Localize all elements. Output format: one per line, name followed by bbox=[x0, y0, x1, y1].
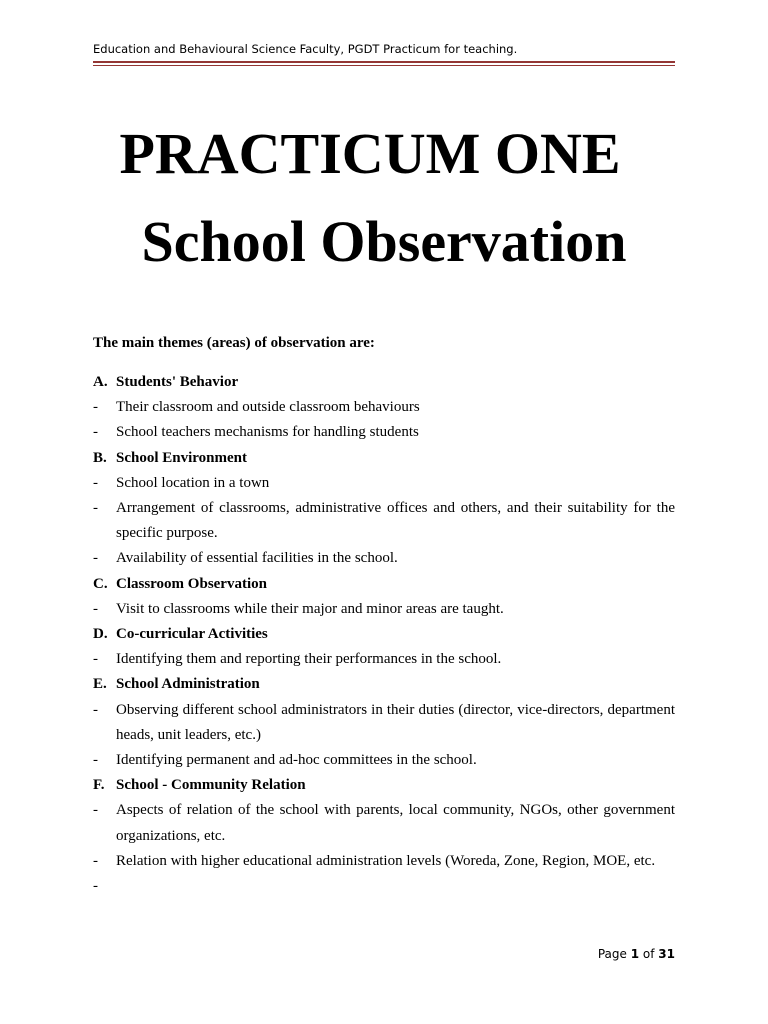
theme-list bbox=[93, 370, 675, 899]
section-letter: C. bbox=[93, 575, 108, 592]
bullet-item bbox=[93, 420, 675, 445]
bullet-text: Observing different school administrators in their duties (director, vice-directors, department heads, unit leaders, etc.) bbox=[116, 701, 675, 743]
bullet-text: Aspects of relation of the school with parents, local community, NGOs, other government organizations, etc. bbox=[116, 802, 675, 844]
bullet-dash: - bbox=[93, 701, 98, 718]
bullet-item bbox=[93, 546, 675, 571]
section-heading bbox=[93, 773, 675, 798]
page-footer bbox=[598, 947, 675, 961]
section-heading bbox=[93, 446, 675, 471]
section-title: Co-curricular Activities bbox=[116, 626, 268, 643]
bullet-text: School location in a town bbox=[116, 474, 270, 491]
section-heading bbox=[93, 672, 675, 697]
section-title: School Administration bbox=[116, 676, 260, 693]
section-letter: E. bbox=[93, 676, 107, 693]
section-title: School Environment bbox=[116, 449, 247, 466]
of-word: of bbox=[642, 947, 655, 961]
observation-themes bbox=[93, 333, 675, 899]
bullet-item bbox=[93, 748, 675, 773]
page-total: 31 bbox=[658, 947, 675, 961]
bullet-dash: - bbox=[93, 752, 98, 769]
section-letter: D. bbox=[93, 626, 108, 643]
bullet-dash: - bbox=[93, 399, 98, 416]
page-number: 1 bbox=[630, 947, 640, 961]
bullet-item bbox=[93, 471, 675, 496]
bullet-item bbox=[93, 597, 675, 622]
bullet-dash: - bbox=[93, 550, 98, 567]
title-line-1: PRACTICUM ONE bbox=[119, 121, 621, 186]
title-line-2: School Observation bbox=[141, 209, 627, 274]
bullet-text bbox=[116, 874, 675, 899]
section-title: School - Community Relation bbox=[116, 777, 306, 794]
intro-heading: The main themes (areas) of observation are: bbox=[93, 335, 375, 351]
bullet-text: Availability of essential facilities in the school. bbox=[116, 550, 398, 567]
bullet-item bbox=[93, 647, 675, 672]
section-letter: A. bbox=[93, 374, 108, 390]
bullet-item bbox=[93, 395, 675, 420]
bullet-dash: - bbox=[93, 878, 98, 895]
bullet-text: Their classroom and outside classroom behaviours bbox=[116, 399, 420, 416]
section-letter: F. bbox=[93, 777, 105, 794]
bullet-dash: - bbox=[93, 474, 98, 491]
bullet-text: Identifying permanent and ad-hoc committees in the school. bbox=[116, 752, 477, 769]
section-heading bbox=[93, 370, 675, 395]
bullet-item bbox=[93, 849, 675, 874]
section-title: Classroom Observation bbox=[116, 575, 267, 592]
page-word: Page bbox=[597, 947, 627, 961]
bullet-item bbox=[93, 798, 675, 848]
bullet-dash: - bbox=[93, 600, 98, 617]
page-header: Education and Behavioural Science Faculty, PGDT Practicum for teaching. bbox=[93, 42, 518, 56]
header-rule-thick bbox=[93, 61, 675, 63]
section-title: Students' Behavior bbox=[116, 374, 239, 390]
bullet-dash: - bbox=[93, 651, 98, 668]
bullet-text: Visit to classrooms while their major and minor areas are taught. bbox=[116, 600, 504, 617]
bullet-item bbox=[93, 874, 675, 899]
header-rule-thin bbox=[93, 65, 675, 66]
bullet-item bbox=[93, 698, 675, 748]
bullet-text: School teachers mechanisms for handling students bbox=[116, 424, 419, 441]
bullet-item bbox=[93, 496, 675, 546]
bullet-text: Relation with higher educational administration levels (Woreda, Zone, Region, MOE, etc. bbox=[116, 852, 656, 869]
bullet-text: Arrangement of classrooms, administrative offices and others, and their suitability for the specific purpose. bbox=[116, 500, 675, 542]
bullet-dash: - bbox=[93, 500, 98, 517]
bullet-dash: - bbox=[93, 852, 98, 869]
section-heading bbox=[93, 622, 675, 647]
bullet-text: Identifying them and reporting their performances in the school. bbox=[116, 651, 502, 668]
section-letter: B. bbox=[93, 449, 107, 466]
bullet-dash: - bbox=[93, 424, 98, 441]
bullet-dash: - bbox=[93, 802, 98, 819]
section-heading bbox=[93, 572, 675, 597]
